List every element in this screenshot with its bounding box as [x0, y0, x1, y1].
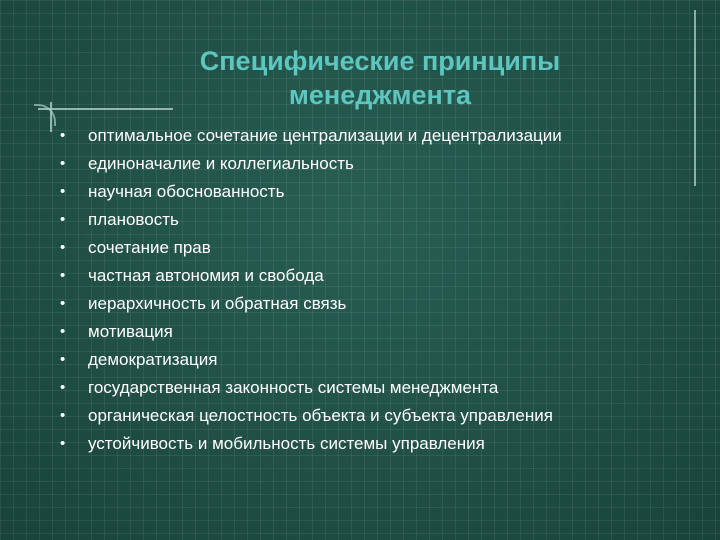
bullet-icon: • [60, 351, 66, 368]
list-item [56, 178, 562, 206]
bullet-icon: • [60, 211, 66, 228]
slide-title [60, 44, 700, 112]
bullet-icon: • [60, 239, 66, 256]
list-item [56, 122, 562, 150]
bullet-icon: • [60, 127, 66, 144]
list-item-text: частная автономия и свобода [88, 266, 324, 285]
list-item [56, 206, 562, 234]
list-item-text: оптимальное сочетание централизации и децентрализации [88, 126, 562, 145]
list-item [56, 402, 562, 430]
list-item [56, 150, 562, 178]
principles-list [56, 122, 562, 458]
bullet-icon: • [60, 155, 66, 172]
list-item-text: демократизация [88, 350, 218, 369]
slide-title-line-1: Специфические принципы [199, 46, 561, 76]
slide-title-line-2: менеджмента [288, 80, 472, 110]
list-item-text: иерархичность и обратная связь [88, 294, 347, 313]
list-item [56, 374, 562, 402]
list-item [56, 234, 562, 262]
list-item-text: устойчивость и мобильность системы управления [88, 434, 485, 453]
bullet-icon: • [60, 379, 66, 396]
list-item [56, 430, 562, 458]
bullet-icon: • [60, 267, 66, 284]
list-item-text: мотивация [88, 322, 173, 341]
bullet-icon: • [60, 323, 66, 340]
list-item [56, 262, 562, 290]
list-item-text: государственная законность системы менеджмента [88, 378, 499, 397]
list-item [56, 346, 562, 374]
list-item-text: плановость [88, 210, 179, 229]
list-item [56, 318, 562, 346]
list-item [56, 290, 562, 318]
list-item-text: сочетание прав [88, 238, 211, 257]
bullet-icon: • [60, 295, 66, 312]
list-item-text: органическая целостность объекта и субъекта управления [88, 406, 553, 425]
list-item-text: научная обоснованность [88, 182, 285, 201]
bullet-icon: • [60, 435, 66, 452]
bullet-icon: • [60, 407, 66, 424]
bullet-icon: • [60, 183, 66, 200]
list-item-text: единоначалие и коллегиальность [88, 154, 354, 173]
